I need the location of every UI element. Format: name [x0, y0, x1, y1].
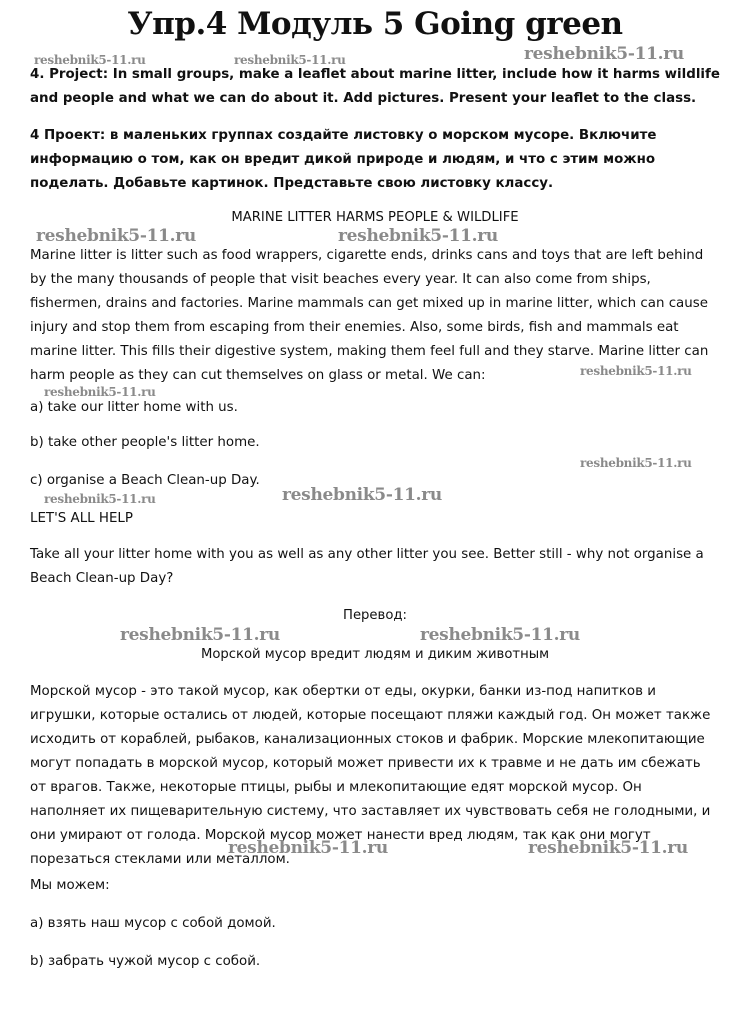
- watermark: reshebnik5-11.ru: [338, 226, 498, 246]
- translation-label: Перевод:: [343, 608, 407, 623]
- watermark: reshebnik5-11.ru: [36, 226, 196, 246]
- watermark: reshebnik5-11.ru: [524, 44, 684, 64]
- leaflet-subheading: LET'S ALL HELP: [30, 511, 133, 526]
- leaflet-item-a: a) take our litter home with us.: [30, 400, 238, 415]
- translation-item-b: b) забрать чужой мусор с собой.: [30, 954, 261, 969]
- watermark: reshebnik5-11.ru: [528, 838, 688, 858]
- leaflet-heading: MARINE LITTER HARMS PEOPLE & WILDLIFE: [231, 210, 519, 225]
- watermark: reshebnik5-11.ru: [420, 625, 580, 645]
- leaflet-paragraph: Marine litter is litter such as food wrappers, cigarette ends, drinks cans and toys that are left behind by the many thousands of people that visit beaches every year. It can also come from ships, fishermen, drains and factories. Marine mammals can get mixed up in marine litter, which can cause injury and stop them from escaping from their enemies. Also, some birds, fish and mammals eat marine litter. This fills their digestive system, making them feel full and they starve. Marine litter can harm people as they can cut themselves on glass or metal. We can:: [30, 248, 709, 383]
- task-english: 4. Project: In small groups, make a leaflet about marine litter, include how it harms wildlife and people and what we can do about it. Add pictures. Present your leaflet to the class.: [30, 67, 720, 106]
- watermark: reshebnik5-11.ru: [34, 53, 146, 67]
- watermark: reshebnik5-11.ru: [580, 364, 692, 378]
- leaflet-closing: Take all your litter home with you as well as any other litter you see. Better still - why not organise a Beach Clean-up Day?: [30, 547, 704, 586]
- translation-paragraph: Морской мусор - это такой мусор, как обертки от еды, окурки, банки из-под напитков и игрушки, которые остались от людей, которые посещают пляжи каждый год. Он может также исходить от кораблей, рыбаков, канализационных стоков и фабрик. Морские млекопитающие могут попадать в морской мусор, который может привести их к травме и не дать им сбежать от врагов. Также, некоторые птицы, рыбы и млекопитающие едят морской мусор. Он наполняет их пищеварительную систему, что заставляет их чувствовать себя не голодными, и они умирают от голода. Морской мусор может нанести вред людям, так как они могут порезаться стеклами или металлом.: [30, 684, 711, 867]
- translation-heading: Морской мусор вредит людям и диким животным: [200, 647, 550, 662]
- leaflet-item-c: c) organise a Beach Clean-up Day.: [30, 473, 260, 488]
- watermark: reshebnik5-11.ru: [282, 485, 442, 505]
- translation-item-a: а) взять наш мусор с собой домой.: [30, 916, 276, 931]
- watermark: reshebnik5-11.ru: [228, 838, 388, 858]
- watermark: reshebnik5-11.ru: [234, 53, 346, 67]
- translation-we-can: Мы можем:: [30, 878, 110, 893]
- leaflet-item-b: b) take other people's litter home.: [30, 435, 260, 450]
- page-title: Упр.4 Модуль 5 Going green: [127, 6, 623, 42]
- task-russian: 4 Проект: в маленьких группах создайте листовку о морском мусоре. Включите информацию о том, как он вредит дикой природе и людям, и что с этим можно поделать. Добавьте картинок. Представьте свою листовку классу.: [30, 128, 657, 191]
- watermark: reshebnik5-11.ru: [44, 385, 156, 399]
- watermark: reshebnik5-11.ru: [580, 456, 692, 470]
- watermark: reshebnik5-11.ru: [120, 625, 280, 645]
- watermark: reshebnik5-11.ru: [44, 492, 156, 506]
